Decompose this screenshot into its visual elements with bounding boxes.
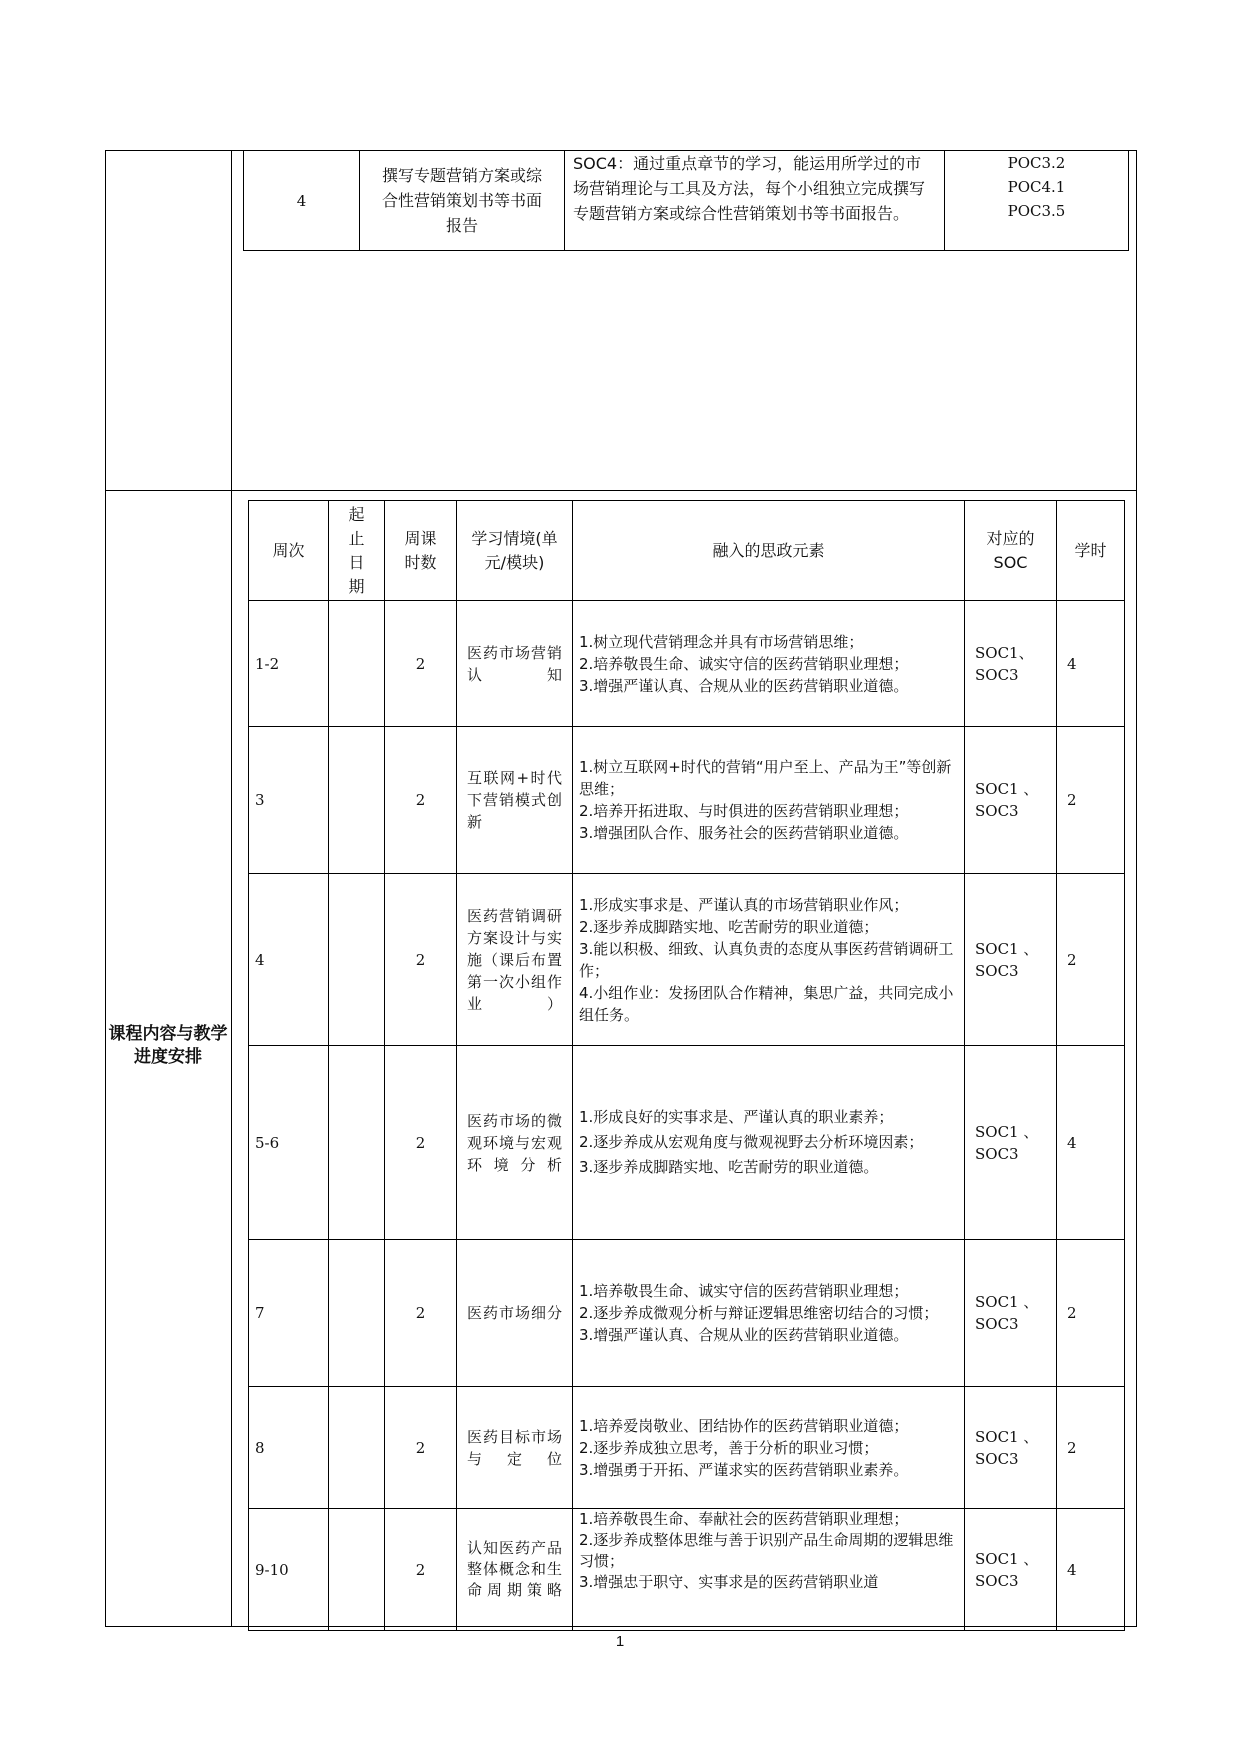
row-elements [573,874,965,1046]
row-hours: 4 [1057,1509,1125,1631]
row-soc: SOC1 、SOC3 [965,727,1057,874]
poc-item: POC4.1 [1007,178,1066,196]
element-item: 1.形成实事求是、严谨认真的市场营销职业作风； [579,895,909,914]
top-objectives-table [243,150,1129,251]
row-hours: 4 [1057,1046,1125,1240]
row-week: 9-10 [249,1509,329,1631]
schedule-row [249,1240,1125,1387]
row-weekly-hours: 2 [385,601,457,727]
row-unit: 医药营销调研方案设计与实施（课后布置第一次小组作业） [457,874,573,1046]
row-elements [573,1240,965,1387]
row-unit: 医药市场营销认知 [457,601,573,727]
row-elements [573,1046,965,1240]
row-unit: 认知医药产品整体概念和生命周期策略 [457,1509,573,1631]
row-date [329,1046,385,1240]
row-elements [573,1387,965,1509]
element-item: 2.逐步养成独立思考，善于分析的职业习惯； [579,1438,879,1457]
schedule-row [249,874,1125,1046]
element-item: 3.逐步养成脚踏实地、吃苦耐劳的职业道德。 [579,1158,879,1176]
row-hours: 2 [1057,727,1125,874]
schedule-row [249,601,1125,727]
row-unit: 医药市场细分 [457,1240,573,1387]
row-weekly-hours: 2 [385,874,457,1046]
poc-item: POC3.5 [1007,202,1066,220]
element-item: 2.逐步养成脚踏实地、吃苦耐劳的职业道德； [579,917,879,936]
row-weekly-hours: 2 [385,1509,457,1631]
schedule-header-row [249,501,1125,601]
element-item: 1.形成良好的实事求是、严谨认真的职业素养； [579,1108,894,1126]
row-week: 8 [249,1387,329,1509]
objective-description: SOC4：通过重点章节的学习，能运用所学过的市场营销理论与工具及方法，每个小组独立完成撰写专题营销方案或综合性营销策划书等书面报告。 [565,151,945,251]
row-weekly-hours: 2 [385,1046,457,1240]
poc-item: POC3.2 [1007,154,1066,172]
schedule-table [248,500,1125,1631]
section-label: 课程内容与教学进度安排 [108,1024,228,1067]
element-item: 3.增强勇于开拓、严谨求实的医药营销职业素养。 [579,1460,909,1479]
row-date [329,1387,385,1509]
row-elements [573,601,965,727]
element-item: 2.逐步养成整体思维与善于识别产品生命周期的逻辑思维习惯； [579,1531,954,1570]
element-item: 3.增强忠于职守、实事求是的医药营销职业道 [579,1573,879,1591]
row-weekly-hours: 2 [385,1387,457,1509]
element-item: 3.增强团队合作、服务社会的医药营销职业道德。 [579,824,909,842]
label-column-divider [231,150,232,1627]
row-date [329,601,385,727]
row-week: 3 [249,727,329,874]
header-soc: 对应的SOC [965,501,1057,601]
row-date [329,727,385,874]
schedule-row [249,1387,1125,1509]
row-hours: 2 [1057,1387,1125,1509]
element-item: 2.培养敬畏生命、诚实守信的医药营销职业理想； [579,654,909,673]
header-hours: 学时 [1057,501,1125,601]
element-item: 2.逐步养成微观分析与辩证逻辑思维密切结合的习惯； [579,1304,939,1322]
row-week: 4 [249,874,329,1046]
row-unit: 医药目标市场与定位 [457,1387,573,1509]
row-soc: SOC1 、SOC3 [965,1509,1057,1631]
row-date [329,1509,385,1631]
row-weekly-hours: 2 [385,727,457,874]
element-item: 1.培养爱岗敬业、团结协作的医药营销职业道德； [579,1416,909,1435]
header-week: 周次 [249,501,329,601]
row-hours: 2 [1057,1240,1125,1387]
schedule-row [249,727,1125,874]
row-elements [573,1509,965,1631]
element-item: 2.逐步养成从宏观角度与微观视野去分析环境因素； [579,1133,924,1151]
row-date [329,874,385,1046]
element-item: 3.能以积极、细致、认真负责的态度从事医药营销调研工作； [579,939,954,980]
row-soc: SOC1 、SOC3 [965,1046,1057,1240]
row-unit: 医药市场的微观环境与宏观环境分析 [457,1046,573,1240]
row-week: 1-2 [249,601,329,727]
element-item: 1.树立现代营销理念并具有市场营销思维； [579,632,864,651]
objective-title: 撰写专题营销方案或综合性营销策划书等书面报告 [360,151,565,251]
section-divider [105,490,1137,491]
row-elements [573,727,965,874]
objective-number: 4 [244,151,360,251]
row-weekly-hours: 2 [385,1240,457,1387]
schedule-row [249,1509,1125,1631]
element-item: 3.增强严谨认真、合规从业的医药营销职业道德。 [579,676,909,695]
element-item: 4.小组作业：发扬团队合作精神，集思广益，共同完成小组任务。 [579,983,954,1024]
header-dates: 起止日期 [329,501,385,601]
row-soc: SOC1 、SOC3 [965,1387,1057,1509]
objective-row [244,151,1129,251]
header-hours-per-week: 周课时数 [385,501,457,601]
row-week: 7 [249,1240,329,1387]
schedule-row [249,1046,1125,1240]
objective-poc [945,151,1129,251]
row-date [329,1240,385,1387]
element-item: 3.增强严谨认真、合规从业的医药营销职业道德。 [579,1326,909,1344]
row-soc: SOC1 、SOC3 [965,874,1057,1046]
row-unit: 互联网+时代下营销模式创新 [457,727,573,874]
header-unit: 学习情境(单元/模块) [457,501,573,601]
element-item: 1.树立互联网+时代的营销“用户至上、产品为王”等创新思维； [579,758,952,798]
header-elements: 融入的思政元素 [573,501,965,601]
element-item: 1.培养敬畏生命、诚实守信的医药营销职业理想； [579,1282,909,1300]
page-number: 1 [615,1633,625,1650]
element-item: 2.培养开拓进取、与时俱进的医药营销职业理想； [579,802,909,820]
row-soc: SOC1 、SOC3 [965,1240,1057,1387]
row-hours: 4 [1057,601,1125,727]
element-item: 1.培养敬畏生命、奉献社会的医药营销职业理想； [579,1510,909,1528]
row-hours: 2 [1057,874,1125,1046]
row-week: 5-6 [249,1046,329,1240]
row-soc: SOC1、SOC3 [965,601,1057,727]
